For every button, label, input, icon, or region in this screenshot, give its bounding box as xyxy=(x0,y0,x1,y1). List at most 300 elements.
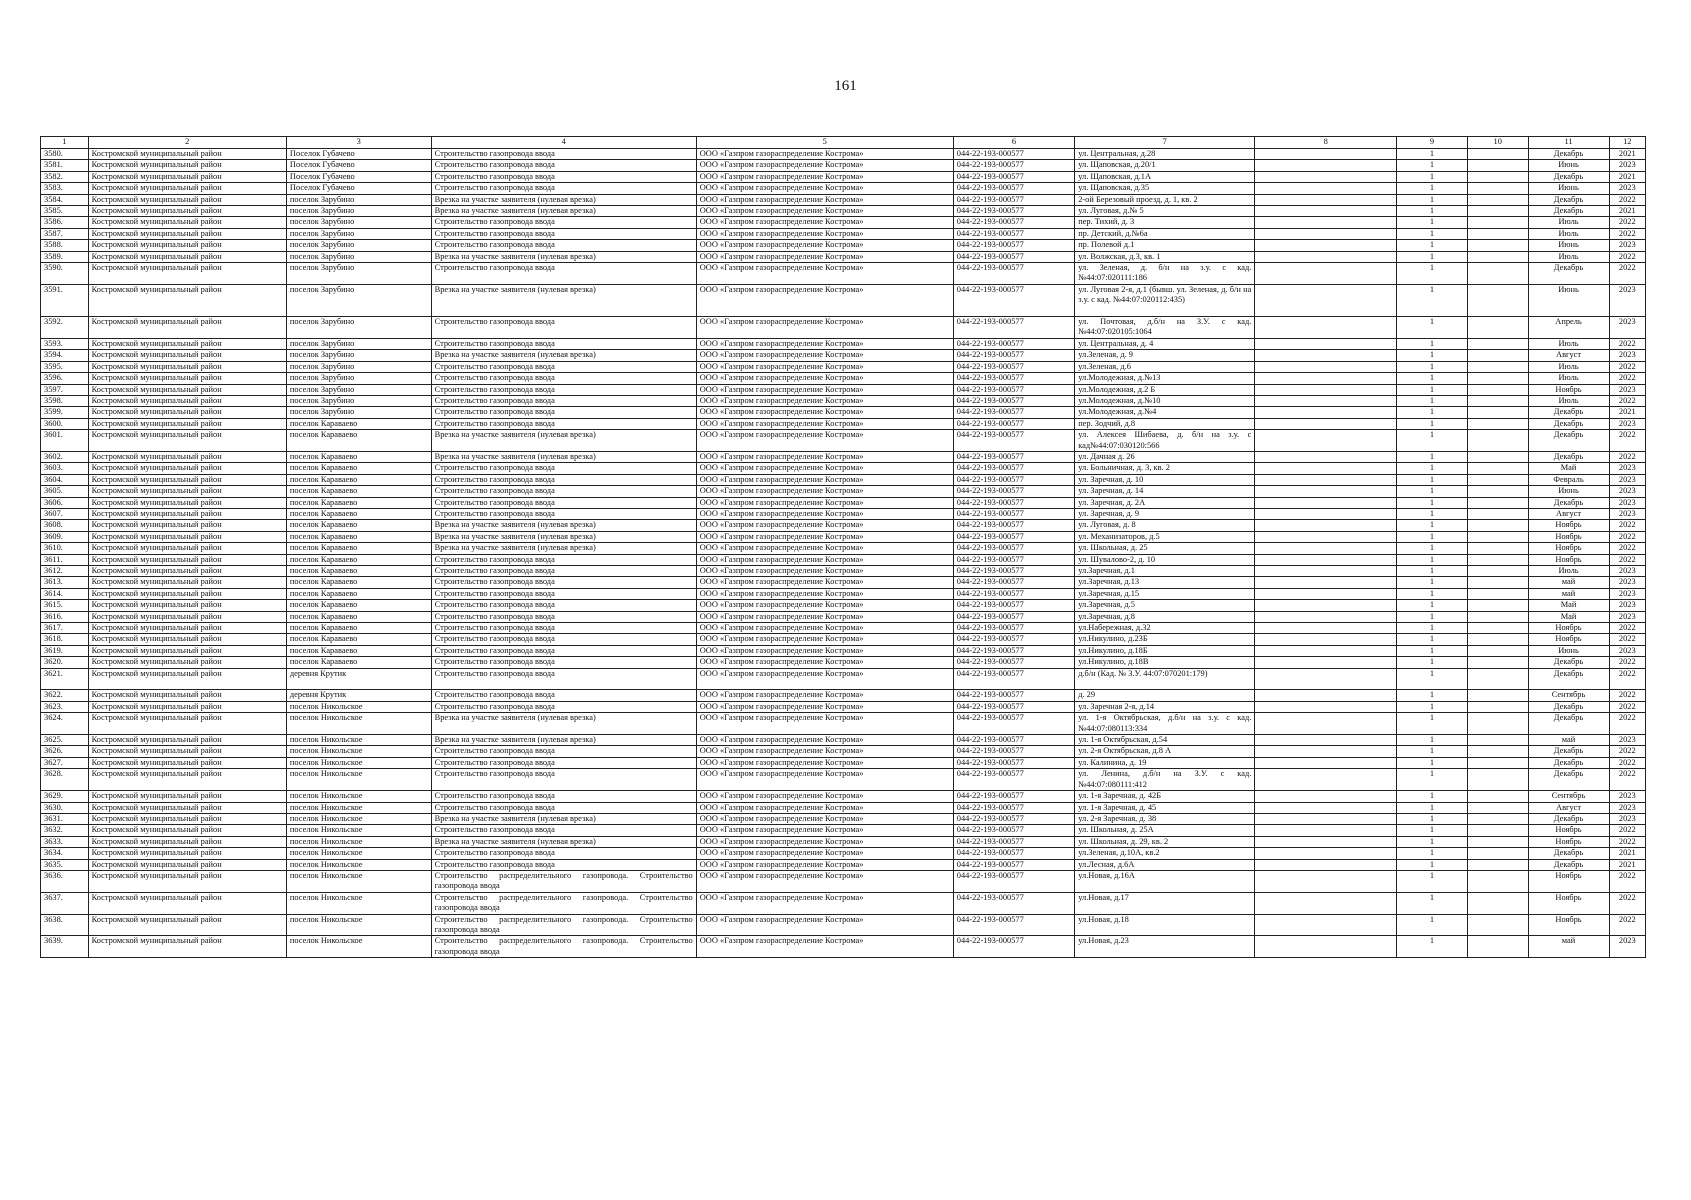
cell-quantity: 1 xyxy=(1397,588,1468,599)
cell-year: 2023 xyxy=(1609,317,1646,339)
cell-work-type: Строительство газопровода ввода xyxy=(431,263,696,285)
table-row xyxy=(41,690,1646,701)
cell-registry-code: 044-22-193-000577 xyxy=(953,338,1074,349)
cell-settlement: поселок Зарубино xyxy=(286,350,431,361)
cell-work-type: Строительство газопровода ввода xyxy=(431,407,696,418)
cell-work-type: Строительство газопровода ввода xyxy=(431,486,696,497)
cell-organization: ООО «Газпром газораспределение Кострома» xyxy=(696,373,953,384)
cell-quantity: 1 xyxy=(1397,350,1468,361)
cell-month: Ноябрь xyxy=(1528,892,1609,914)
cell-month: Апрель xyxy=(1528,317,1609,339)
cell-month: Декабрь xyxy=(1528,194,1609,205)
cell-note xyxy=(1255,430,1397,452)
cell-row-number: 3593. xyxy=(41,338,89,349)
cell-row-number: 3632. xyxy=(41,825,89,836)
table-row xyxy=(41,566,1646,577)
cell-work-type: Врезка на участке заявителя (нулевая врезка) xyxy=(431,194,696,205)
table-row xyxy=(41,531,1646,542)
cell-work-type: Врезка на участке заявителя (нулевая врезка) xyxy=(431,713,696,735)
cell-district: Костромской муниципальный район xyxy=(88,474,286,485)
cell-row-number: 3586. xyxy=(41,217,89,228)
cell-work-type: Строительство газопровода ввода xyxy=(431,554,696,565)
cell-col-10 xyxy=(1467,936,1528,958)
cell-district: Костромской муниципальный район xyxy=(88,171,286,182)
cell-note xyxy=(1255,713,1397,735)
cell-row-number: 3610. xyxy=(41,543,89,554)
cell-address: ул. Заречная, д. 14 xyxy=(1075,486,1255,497)
cell-month: Июль xyxy=(1528,395,1609,406)
cell-year: 2023 xyxy=(1609,497,1646,508)
cell-col-10 xyxy=(1467,361,1528,372)
cell-settlement: поселок Никольское xyxy=(286,836,431,847)
cell-district: Костромской муниципальный район xyxy=(88,497,286,508)
cell-month: Июль xyxy=(1528,566,1609,577)
cell-organization: ООО «Газпром газораспределение Кострома» xyxy=(696,361,953,372)
cell-year: 2023 xyxy=(1609,813,1646,824)
cell-address: ул.Заречная, д.5 xyxy=(1075,600,1255,611)
cell-work-type: Строительство газопровода ввода xyxy=(431,183,696,194)
cell-quantity: 1 xyxy=(1397,240,1468,251)
gas-connection-table xyxy=(40,136,1646,958)
cell-month: Декабрь xyxy=(1528,407,1609,418)
cell-month: Июль xyxy=(1528,217,1609,228)
cell-quantity: 1 xyxy=(1397,543,1468,554)
cell-year: 2023 xyxy=(1609,350,1646,361)
cell-col-10 xyxy=(1467,350,1528,361)
cell-organization: ООО «Газпром газораспределение Кострома» xyxy=(696,384,953,395)
cell-quantity: 1 xyxy=(1397,566,1468,577)
cell-organization: ООО «Газпром газораспределение Кострома» xyxy=(696,746,953,757)
column-header-12: 12 xyxy=(1609,137,1646,149)
cell-month: Ноябрь xyxy=(1528,914,1609,936)
cell-month: Август xyxy=(1528,508,1609,519)
cell-district: Костромской муниципальный район xyxy=(88,206,286,217)
table-row xyxy=(41,263,1646,285)
cell-settlement: Поселок Губачево xyxy=(286,160,431,171)
cell-district: Костромской муниципальный район xyxy=(88,217,286,228)
cell-year: 2022 xyxy=(1609,194,1646,205)
cell-col-10 xyxy=(1467,395,1528,406)
cell-note xyxy=(1255,791,1397,802)
cell-address: ул. 2-я Заречная, д. 38 xyxy=(1075,813,1255,824)
cell-col-10 xyxy=(1467,623,1528,634)
cell-work-type: Строительство газопровода ввода xyxy=(431,657,696,668)
cell-district: Костромской муниципальный район xyxy=(88,350,286,361)
cell-col-10 xyxy=(1467,836,1528,847)
cell-row-number: 3628. xyxy=(41,769,89,791)
cell-row-number: 3601. xyxy=(41,430,89,452)
cell-note xyxy=(1255,746,1397,757)
cell-note xyxy=(1255,194,1397,205)
cell-settlement: поселок Караваево xyxy=(286,543,431,554)
cell-organization: ООО «Газпром газораспределение Кострома» xyxy=(696,317,953,339)
cell-quantity: 1 xyxy=(1397,769,1468,791)
cell-year: 2023 xyxy=(1609,474,1646,485)
cell-year: 2022 xyxy=(1609,668,1646,690)
cell-year: 2022 xyxy=(1609,373,1646,384)
cell-address: ул. Заречная, д. 2А xyxy=(1075,497,1255,508)
cell-registry-code: 044-22-193-000577 xyxy=(953,791,1074,802)
cell-settlement: поселок Никольское xyxy=(286,813,431,824)
cell-month: Декабрь xyxy=(1528,746,1609,757)
cell-quantity: 1 xyxy=(1397,251,1468,262)
cell-year: 2021 xyxy=(1609,859,1646,870)
cell-note xyxy=(1255,848,1397,859)
cell-col-10 xyxy=(1467,486,1528,497)
cell-organization: ООО «Газпром газораспределение Кострома» xyxy=(696,240,953,251)
cell-settlement: поселок Никольское xyxy=(286,746,431,757)
cell-row-number: 3625. xyxy=(41,735,89,746)
cell-work-type: Строительство газопровода ввода xyxy=(431,623,696,634)
cell-row-number: 3623. xyxy=(41,701,89,712)
cell-col-10 xyxy=(1467,802,1528,813)
table-row xyxy=(41,251,1646,262)
cell-registry-code: 044-22-193-000577 xyxy=(953,263,1074,285)
cell-district: Костромской муниципальный район xyxy=(88,611,286,622)
cell-col-10 xyxy=(1467,892,1528,914)
cell-organization: ООО «Газпром газораспределение Кострома» xyxy=(696,520,953,531)
cell-district: Костромской муниципальный район xyxy=(88,713,286,735)
cell-col-10 xyxy=(1467,284,1528,316)
cell-settlement: поселок Караваево xyxy=(286,520,431,531)
cell-month: Июнь xyxy=(1528,183,1609,194)
table-row xyxy=(41,407,1646,418)
cell-year: 2023 xyxy=(1609,508,1646,519)
cell-work-type: Строительство газопровода ввода xyxy=(431,149,696,160)
cell-quantity: 1 xyxy=(1397,317,1468,339)
cell-year: 2021 xyxy=(1609,171,1646,182)
cell-year: 2023 xyxy=(1609,577,1646,588)
cell-year: 2022 xyxy=(1609,228,1646,239)
cell-work-type: Строительство распределительного газопровода. Строительство газопровода ввода xyxy=(431,914,696,936)
cell-note xyxy=(1255,251,1397,262)
cell-row-number: 3609. xyxy=(41,531,89,542)
cell-work-type: Строительство газопровода ввода xyxy=(431,577,696,588)
cell-district: Костромской муниципальный район xyxy=(88,848,286,859)
table-row xyxy=(41,317,1646,339)
cell-note xyxy=(1255,668,1397,690)
cell-settlement: поселок Никольское xyxy=(286,701,431,712)
cell-registry-code: 044-22-193-000577 xyxy=(953,813,1074,824)
cell-col-10 xyxy=(1467,160,1528,171)
cell-district: Костромской муниципальный район xyxy=(88,836,286,847)
cell-district: Костромской муниципальный район xyxy=(88,284,286,316)
cell-row-number: 3613. xyxy=(41,577,89,588)
cell-settlement: поселок Караваево xyxy=(286,451,431,462)
cell-col-10 xyxy=(1467,149,1528,160)
cell-settlement: Поселок Губачево xyxy=(286,149,431,160)
cell-month: Июнь xyxy=(1528,240,1609,251)
cell-col-10 xyxy=(1467,735,1528,746)
table-row xyxy=(41,600,1646,611)
cell-work-type: Строительство газопровода ввода xyxy=(431,668,696,690)
cell-month: Ноябрь xyxy=(1528,554,1609,565)
table-row xyxy=(41,735,1646,746)
cell-registry-code: 044-22-193-000577 xyxy=(953,668,1074,690)
cell-col-10 xyxy=(1467,263,1528,285)
cell-row-number: 3617. xyxy=(41,623,89,634)
table-header-row xyxy=(41,137,1646,149)
cell-row-number: 3618. xyxy=(41,634,89,645)
cell-settlement: поселок Караваево xyxy=(286,566,431,577)
cell-col-10 xyxy=(1467,813,1528,824)
cell-note xyxy=(1255,160,1397,171)
cell-quantity: 1 xyxy=(1397,194,1468,205)
cell-note xyxy=(1255,623,1397,634)
cell-quantity: 1 xyxy=(1397,892,1468,914)
cell-quantity: 1 xyxy=(1397,407,1468,418)
cell-row-number: 3587. xyxy=(41,228,89,239)
table-row xyxy=(41,228,1646,239)
cell-organization: ООО «Газпром газораспределение Кострома» xyxy=(696,171,953,182)
table-row xyxy=(41,623,1646,634)
cell-registry-code: 044-22-193-000577 xyxy=(953,802,1074,813)
cell-row-number: 3612. xyxy=(41,566,89,577)
cell-district: Костромской муниципальный район xyxy=(88,407,286,418)
table-row xyxy=(41,183,1646,194)
cell-address: ул. Волжская, д.3, кв. 1 xyxy=(1075,251,1255,262)
cell-district: Костромской муниципальный район xyxy=(88,263,286,285)
cell-organization: ООО «Газпром газораспределение Кострома» xyxy=(696,870,953,892)
cell-note xyxy=(1255,543,1397,554)
cell-settlement: поселок Караваево xyxy=(286,474,431,485)
cell-month: Ноябрь xyxy=(1528,836,1609,847)
cell-registry-code: 044-22-193-000577 xyxy=(953,160,1074,171)
cell-work-type: Врезка на участке заявителя (нулевая врезка) xyxy=(431,284,696,316)
cell-district: Костромской муниципальный район xyxy=(88,160,286,171)
cell-row-number: 3615. xyxy=(41,600,89,611)
column-header-2: 2 xyxy=(88,137,286,149)
cell-district: Костромской муниципальный район xyxy=(88,228,286,239)
table-row xyxy=(41,451,1646,462)
cell-work-type: Строительство газопровода ввода xyxy=(431,634,696,645)
cell-year: 2022 xyxy=(1609,870,1646,892)
column-header-10: 10 xyxy=(1467,137,1528,149)
cell-settlement: деревня Крутик xyxy=(286,690,431,701)
cell-row-number: 3582. xyxy=(41,171,89,182)
cell-note xyxy=(1255,870,1397,892)
cell-col-10 xyxy=(1467,634,1528,645)
cell-year: 2021 xyxy=(1609,848,1646,859)
cell-settlement: деревня Крутик xyxy=(286,668,431,690)
cell-note xyxy=(1255,418,1397,429)
cell-work-type: Врезка на участке заявителя (нулевая врезка) xyxy=(431,350,696,361)
cell-row-number: 3627. xyxy=(41,757,89,768)
cell-year: 2021 xyxy=(1609,206,1646,217)
cell-col-10 xyxy=(1467,543,1528,554)
cell-organization: ООО «Газпром газораспределение Кострома» xyxy=(696,183,953,194)
cell-address: ул.Зеленая, д.6 xyxy=(1075,361,1255,372)
cell-quantity: 1 xyxy=(1397,735,1468,746)
cell-quantity: 1 xyxy=(1397,936,1468,958)
cell-row-number: 3630. xyxy=(41,802,89,813)
cell-registry-code: 044-22-193-000577 xyxy=(953,859,1074,870)
cell-address: ул. Шувалово-2, д. 10 xyxy=(1075,554,1255,565)
cell-note xyxy=(1255,171,1397,182)
cell-col-10 xyxy=(1467,451,1528,462)
cell-settlement: поселок Зарубино xyxy=(286,338,431,349)
cell-address: ул. 1-я Октябрьская, д.54 xyxy=(1075,735,1255,746)
cell-row-number: 3605. xyxy=(41,486,89,497)
cell-note xyxy=(1255,769,1397,791)
cell-address: ул.Зеленая, д.10А, кв.2 xyxy=(1075,848,1255,859)
cell-col-10 xyxy=(1467,701,1528,712)
cell-col-10 xyxy=(1467,848,1528,859)
cell-address: ул. Луговая 2-я, д.1 (бывш. ул. Зеленая, д. б/н на з.у. с кад. №44:07:020112:435) xyxy=(1075,284,1255,316)
cell-address: ул.Новая, д.23 xyxy=(1075,936,1255,958)
cell-address: ул. Школьная, д. 25А xyxy=(1075,825,1255,836)
cell-settlement: поселок Караваево xyxy=(286,486,431,497)
cell-quantity: 1 xyxy=(1397,554,1468,565)
document-table-container xyxy=(40,136,1646,958)
cell-settlement: поселок Зарубино xyxy=(286,228,431,239)
cell-month: Сентябрь xyxy=(1528,690,1609,701)
cell-month: Декабрь xyxy=(1528,701,1609,712)
cell-organization: ООО «Газпром газораспределение Кострома» xyxy=(696,645,953,656)
cell-registry-code: 044-22-193-000577 xyxy=(953,486,1074,497)
cell-registry-code: 044-22-193-000577 xyxy=(953,474,1074,485)
cell-registry-code: 044-22-193-000577 xyxy=(953,543,1074,554)
cell-settlement: поселок Караваево xyxy=(286,497,431,508)
cell-quantity: 1 xyxy=(1397,836,1468,847)
cell-row-number: 3597. xyxy=(41,384,89,395)
cell-registry-code: 044-22-193-000577 xyxy=(953,623,1074,634)
cell-district: Костромской муниципальный район xyxy=(88,486,286,497)
cell-district: Костромской муниципальный район xyxy=(88,588,286,599)
cell-district: Костромской муниципальный район xyxy=(88,251,286,262)
cell-settlement: поселок Караваево xyxy=(286,657,431,668)
cell-organization: ООО «Газпром газораспределение Кострома» xyxy=(696,914,953,936)
cell-month: Ноябрь xyxy=(1528,384,1609,395)
cell-quantity: 1 xyxy=(1397,384,1468,395)
cell-settlement: поселок Караваево xyxy=(286,588,431,599)
cell-settlement: поселок Караваево xyxy=(286,577,431,588)
cell-address: ул. Алексея Шибаева, д. б/н на з.у. с кад№44:07:030120:566 xyxy=(1075,430,1255,452)
cell-note xyxy=(1255,149,1397,160)
cell-work-type: Строительство газопровода ввода xyxy=(431,600,696,611)
cell-address: пр. Детский, д.№6а xyxy=(1075,228,1255,239)
cell-quantity: 1 xyxy=(1397,870,1468,892)
column-header-11: 11 xyxy=(1528,137,1609,149)
cell-month: Ноябрь xyxy=(1528,825,1609,836)
cell-address: пер. Тихий, д. 3 xyxy=(1075,217,1255,228)
cell-registry-code: 044-22-193-000577 xyxy=(953,870,1074,892)
cell-year: 2022 xyxy=(1609,657,1646,668)
cell-row-number: 3585. xyxy=(41,206,89,217)
cell-note xyxy=(1255,217,1397,228)
cell-col-10 xyxy=(1467,497,1528,508)
cell-month: Декабрь xyxy=(1528,769,1609,791)
cell-quantity: 1 xyxy=(1397,508,1468,519)
cell-address: ул.Молодежная, д.№10 xyxy=(1075,395,1255,406)
cell-col-10 xyxy=(1467,508,1528,519)
cell-note xyxy=(1255,228,1397,239)
cell-year: 2022 xyxy=(1609,251,1646,262)
cell-organization: ООО «Газпром газораспределение Кострома» xyxy=(696,497,953,508)
table-body xyxy=(41,149,1646,958)
cell-settlement: поселок Зарубино xyxy=(286,240,431,251)
cell-quantity: 1 xyxy=(1397,634,1468,645)
table-row xyxy=(41,384,1646,395)
table-row xyxy=(41,206,1646,217)
cell-district: Костромской муниципальный район xyxy=(88,892,286,914)
cell-registry-code: 044-22-193-000577 xyxy=(953,430,1074,452)
cell-organization: ООО «Газпром газораспределение Кострома» xyxy=(696,668,953,690)
cell-year: 2022 xyxy=(1609,338,1646,349)
cell-address: ул.Заречная, д.13 xyxy=(1075,577,1255,588)
table-row xyxy=(41,825,1646,836)
cell-registry-code: 044-22-193-000577 xyxy=(953,350,1074,361)
cell-month: Декабрь xyxy=(1528,451,1609,462)
cell-district: Костромской муниципальный район xyxy=(88,746,286,757)
cell-settlement: поселок Караваево xyxy=(286,463,431,474)
cell-settlement: поселок Зарубино xyxy=(286,373,431,384)
cell-col-10 xyxy=(1467,317,1528,339)
cell-organization: ООО «Газпром газораспределение Кострома» xyxy=(696,554,953,565)
cell-registry-code: 044-22-193-000577 xyxy=(953,611,1074,622)
cell-organization: ООО «Газпром газораспределение Кострома» xyxy=(696,531,953,542)
cell-month: Май xyxy=(1528,611,1609,622)
cell-organization: ООО «Газпром газораспределение Кострома» xyxy=(696,418,953,429)
cell-registry-code: 044-22-193-000577 xyxy=(953,149,1074,160)
cell-district: Костромской муниципальный район xyxy=(88,194,286,205)
cell-settlement: поселок Никольское xyxy=(286,914,431,936)
cell-registry-code: 044-22-193-000577 xyxy=(953,600,1074,611)
cell-work-type: Строительство газопровода ввода xyxy=(431,508,696,519)
cell-row-number: 3631. xyxy=(41,813,89,824)
cell-col-10 xyxy=(1467,251,1528,262)
cell-year: 2022 xyxy=(1609,757,1646,768)
cell-year: 2023 xyxy=(1609,463,1646,474)
cell-district: Костромской муниципальный район xyxy=(88,508,286,519)
cell-settlement: поселок Караваево xyxy=(286,600,431,611)
cell-work-type: Строительство газопровода ввода xyxy=(431,645,696,656)
cell-row-number: 3622. xyxy=(41,690,89,701)
cell-quantity: 1 xyxy=(1397,657,1468,668)
cell-registry-code: 044-22-193-000577 xyxy=(953,395,1074,406)
cell-note xyxy=(1255,690,1397,701)
cell-row-number: 3639. xyxy=(41,936,89,958)
column-header-4: 4 xyxy=(431,137,696,149)
cell-month: Декабрь xyxy=(1528,430,1609,452)
cell-year: 2022 xyxy=(1609,701,1646,712)
cell-month: май xyxy=(1528,588,1609,599)
cell-row-number: 3607. xyxy=(41,508,89,519)
cell-note xyxy=(1255,474,1397,485)
cell-note xyxy=(1255,206,1397,217)
cell-quantity: 1 xyxy=(1397,520,1468,531)
cell-note xyxy=(1255,936,1397,958)
cell-note xyxy=(1255,611,1397,622)
cell-address: ул. Ленина, д.б/н на З.У. с кад.№44:07:080111:412 xyxy=(1075,769,1255,791)
cell-organization: ООО «Газпром газораспределение Кострома» xyxy=(696,600,953,611)
cell-col-10 xyxy=(1467,240,1528,251)
cell-work-type: Строительство газопровода ввода xyxy=(431,611,696,622)
cell-organization: ООО «Газпром газораспределение Кострома» xyxy=(696,713,953,735)
cell-row-number: 3635. xyxy=(41,859,89,870)
cell-registry-code: 044-22-193-000577 xyxy=(953,566,1074,577)
cell-note xyxy=(1255,892,1397,914)
cell-note xyxy=(1255,463,1397,474)
cell-settlement: поселок Никольское xyxy=(286,791,431,802)
cell-year: 2023 xyxy=(1609,486,1646,497)
cell-work-type: Врезка на участке заявителя (нулевая врезка) xyxy=(431,251,696,262)
cell-month: Декабрь xyxy=(1528,668,1609,690)
table-row xyxy=(41,520,1646,531)
cell-quantity: 1 xyxy=(1397,611,1468,622)
table-row xyxy=(41,701,1646,712)
cell-work-type: Строительство газопровода ввода xyxy=(431,361,696,372)
